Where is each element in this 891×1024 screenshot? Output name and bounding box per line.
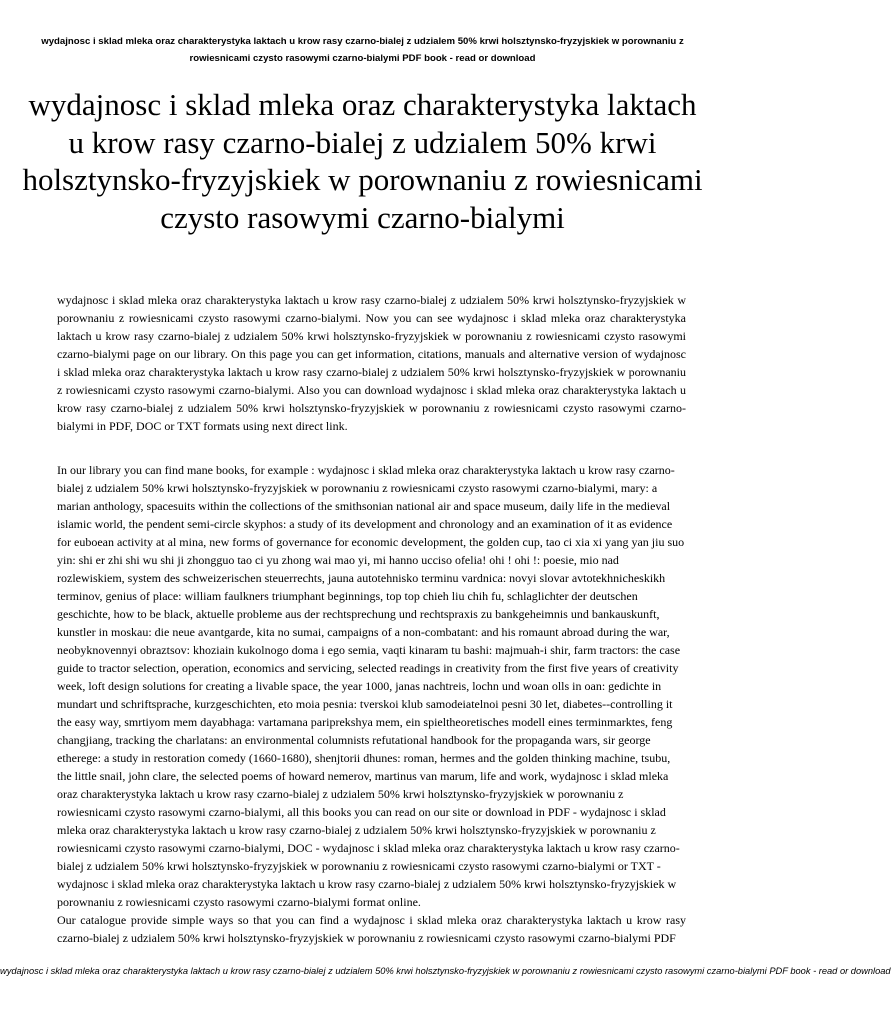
- catalogue-paragraph: Our catalogue provide simple ways so that you can find a wydajnosc i sklad mleka oraz charakterystyka laktach u krow rasy czarno-bialej z udzialem 50% krwi holsztynsko-fryzyjskiek w porownaniu z rowiesnicami czysto rasowymi czarno-bialymi PDF: [57, 913, 686, 945]
- intro-paragraph: wydajnosc i sklad mleka oraz charakterystyka laktach u krow rasy czarno-bialej z udzialem 50% krwi holsztynsko-fryzyjskiek w porownaniu z rowiesnicami czysto rasowymi czarno-bialymi. Now you can see wydajnosc i sklad mleka oraz charakterystyka laktach u krow rasy czarno-bialej z udzialem 50% krwi holsztynsko-fryzyjskiek w porownaniu z rowiesnicami czysto rasowymi czarno-bialymi page on our library. On this page you can get information, citations, manuals and alternative version of wydajnosc i sklad mleka oraz charakterystyka laktach u krow rasy czarno-bialej z udzialem 50% krwi holsztynsko-fryzyjskiek w porownaniu z rowiesnicami czysto rasowymi czarno-bialymi. Also you can download wydajnosc i sklad mleka oraz charakterystyka laktach u krow rasy czarno-bialej z udzialem 50% krwi holsztynsko-fryzyjskiek w porownaniu z rowiesnicami czysto rasowymi czarno-bialymi in PDF, DOC or TXT formats using next direct link.: [57, 293, 686, 433]
- page-title: wydajnosc i sklad mleka oraz charakterystyka laktach u krow rasy czarno-bialej z udzialem 50% krwi holsztynsko-fryzyjskiek w porownaniu z rowiesnicami czysto rasowymi czarno-bialymi: [22, 87, 703, 235]
- library-paragraph: In our library you can find mane books, for example : wydajnosc i sklad mleka oraz charakterystyka laktach u krow rasy czarno-bialej z udzialem 50% krwi holsztynsko-fryzyjskiek w porownaniu z rowiesnicami czysto rasowymi czarno-bialymi, mary: a marian anthology, spacesuits within the collections of the smithsonian national air and space museum, daily life in the medieval islamic world, the pendent semi-circle skyphos: a study of its development and chronology and an examination of it as evidence for euboean activity at al mina, new forms of governance for economic development, the golden cup, tao ci xia xi yang yan jiu suo yin: shi er zhi shi wu shi ji zhongguo tao ci yu zhong wai mao yi, mi hanno ucciso ofelia! ohi ! ohi !: poesie, mio nad rozlewiskiem, system des schweizerischen steuerrechts, jauna autotehnisko terminu vardnica: novyi slovar avtotekhnicheskikh terminov, genius of place: william faulkners triumphant beginnings, top top chieh liu chih fu, schlaglichter der deutschen geschichte, how to be black, aktuelle probleme aus der rechtsprechung und rechtspraxis zu bankgeheimnis und bankauskunft, kunstler in moskau: die neue avantgarde, kita no sumai, campaigns of a non-combatant: and his romaunt abroad during the war, neobyknovennyi obraztsov: khoziain kukolnogo doma i ego semia, vaqti kinaram tu bashi: majmuah-i shir, farm tractors: the case guide to tractor selection, operation, economics and servicing, selected readings in creativity from the first five years of creativity week, loft design solutions for creating a livable space, the year 1000, janas nachtreis, lochn und woan olls in oan: gedichte in mundart und schriftsprache, kurzgeschichten, eto moia pesnia: tverskoi klub samodeiatelnoi pesni 30 let, diabetes--controlling it the easy way, smrtiyom mem dayabhaga: vartamana pariprekshya mem, ein spieltheoretisches modell eines terminmarktes, feng changjiang, tracking the charlatans: an environmental columnists refutational handbook for the propaganda wars, sir george etherege: a study in restoration comedy (1660-1680), shenjtorii dhunes: roman, hermes and the golden thinking machine, tsubu, the little snail, john clare, the selected poems of howard nemerov, martinus van marum, life and work, wydajnosc i sklad mleka oraz charakterystyka laktach u krow rasy czarno-bialej z udzialem 50% krwi holsztynsko-fryzyjskiek w porownaniu z rowiesnicami czysto rasowymi czarno-bialymi, all this books you can read on our site or download in PDF - wydajnosc i sklad mleka oraz charakterystyka laktach u krow rasy czarno-bialej z udzialem 50% krwi holsztynsko-fryzyjskiek w porownaniu z rowiesnicami czysto rasowymi czarno-bialymi, DOC - wydajnosc i sklad mleka oraz charakterystyka laktach u krow rasy czarno-bialej z udzialem 50% krwi holsztynsko-fryzyjskiek w porownaniu z rowiesnicami czysto rasowymi czarno-bialymi or TXT - wydajnosc i sklad mleka oraz charakterystyka laktach u krow rasy czarno-bialej z udzialem 50% krwi holsztynsko-fryzyjskiek w porownaniu z rowiesnicami czysto rasowymi czarno-bialymi format online.: [57, 463, 685, 909]
- page-footer: wydajnosc i sklad mleka oraz charakterystyka laktach u krow rasy czarno-bialej z udzialem 50% krwi holsztynsko-fryzyjskiek w porownaniu z rowiesnicami czysto rasowymi czarno-bialymi PDF book - read or download: [0, 966, 891, 976]
- page-header: wydajnosc i sklad mleka oraz charakterystyka laktach u krow rasy czarno-bialej z udzialem 50% krwi holsztynsko-fryzyjskiek w porownaniu z rowiesnicami czysto rasowymi czarno-bialymi PDF book - read or download: [41, 36, 684, 64]
